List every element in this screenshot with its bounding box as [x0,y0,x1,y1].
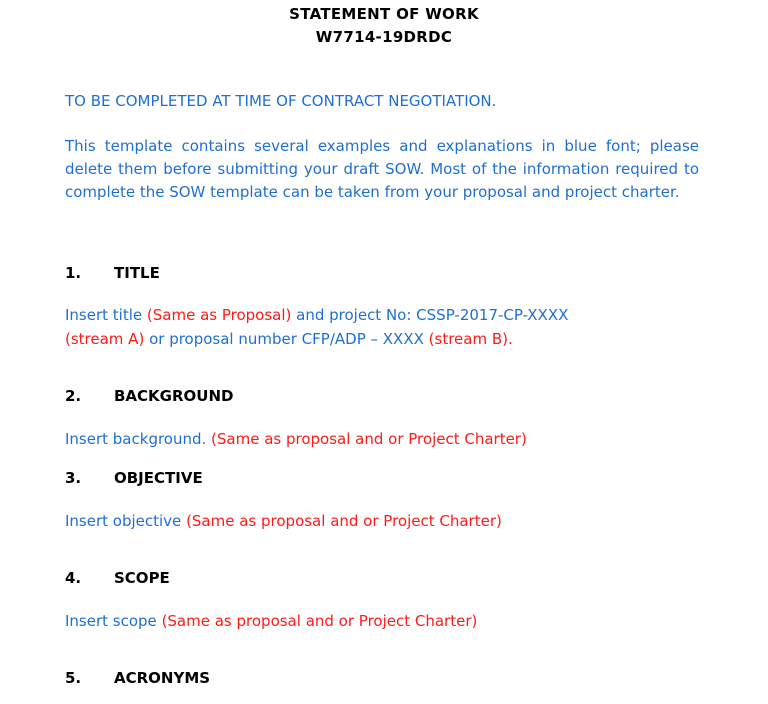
required-note: (Same as proposal and or Project Charter) [161,612,478,630]
section-heading-text: OBJECTIVE [114,469,203,487]
completion-note: TO BE COMPLETED AT TIME OF CONTRACT NEGOTIATION. [65,92,497,110]
required-note: (Same as proposal and or Project Charter) [211,430,527,448]
instruction-text: or proposal number CFP/ADP – XXXX [144,330,429,348]
section-number: 5. [65,669,82,687]
required-note: (Same as Proposal) [146,306,292,324]
title-instruction [65,303,705,351]
instruction-text: Insert objective [65,512,187,530]
scope-instruction [65,609,705,633]
section-number: 1. [65,264,82,282]
section-heading-objective [65,469,203,487]
section-number: 3. [65,469,82,487]
template-instructions: This template contains several examples and explanations in blue font; please delete them before submitting your draft SOW. Most of the information required to complete the SOW template can be taken from your proposal and project charter. [65,137,699,201]
document-title: STATEMENT OF WORK [289,5,479,23]
section-heading-title [65,264,160,282]
section-heading-text: BACKGROUND [114,387,234,405]
section-heading-background [65,387,233,405]
section-heading-text: ACRONYMS [114,669,211,687]
section-heading-text: TITLE [114,264,160,282]
instruction-text: Insert background. [65,430,212,448]
required-note: (Same as proposal and or Project Charter) [186,512,502,530]
required-note: (stream B). [428,330,513,348]
section-heading-scope [65,569,170,587]
instruction-text: and project No: CSSP-2017-CP-XXXX [291,306,569,324]
instruction-text: Insert scope [65,612,162,630]
section-number: 4. [65,569,82,587]
section-number: 2. [65,387,82,405]
document-code: W7714-19DRDC [315,28,453,46]
objective-instruction [65,509,705,533]
instruction-text: Insert title [65,306,147,324]
section-heading-text: SCOPE [114,569,170,587]
section-heading-acronyms [65,669,210,687]
required-note: (stream A) [65,330,145,348]
background-instruction [65,427,705,451]
